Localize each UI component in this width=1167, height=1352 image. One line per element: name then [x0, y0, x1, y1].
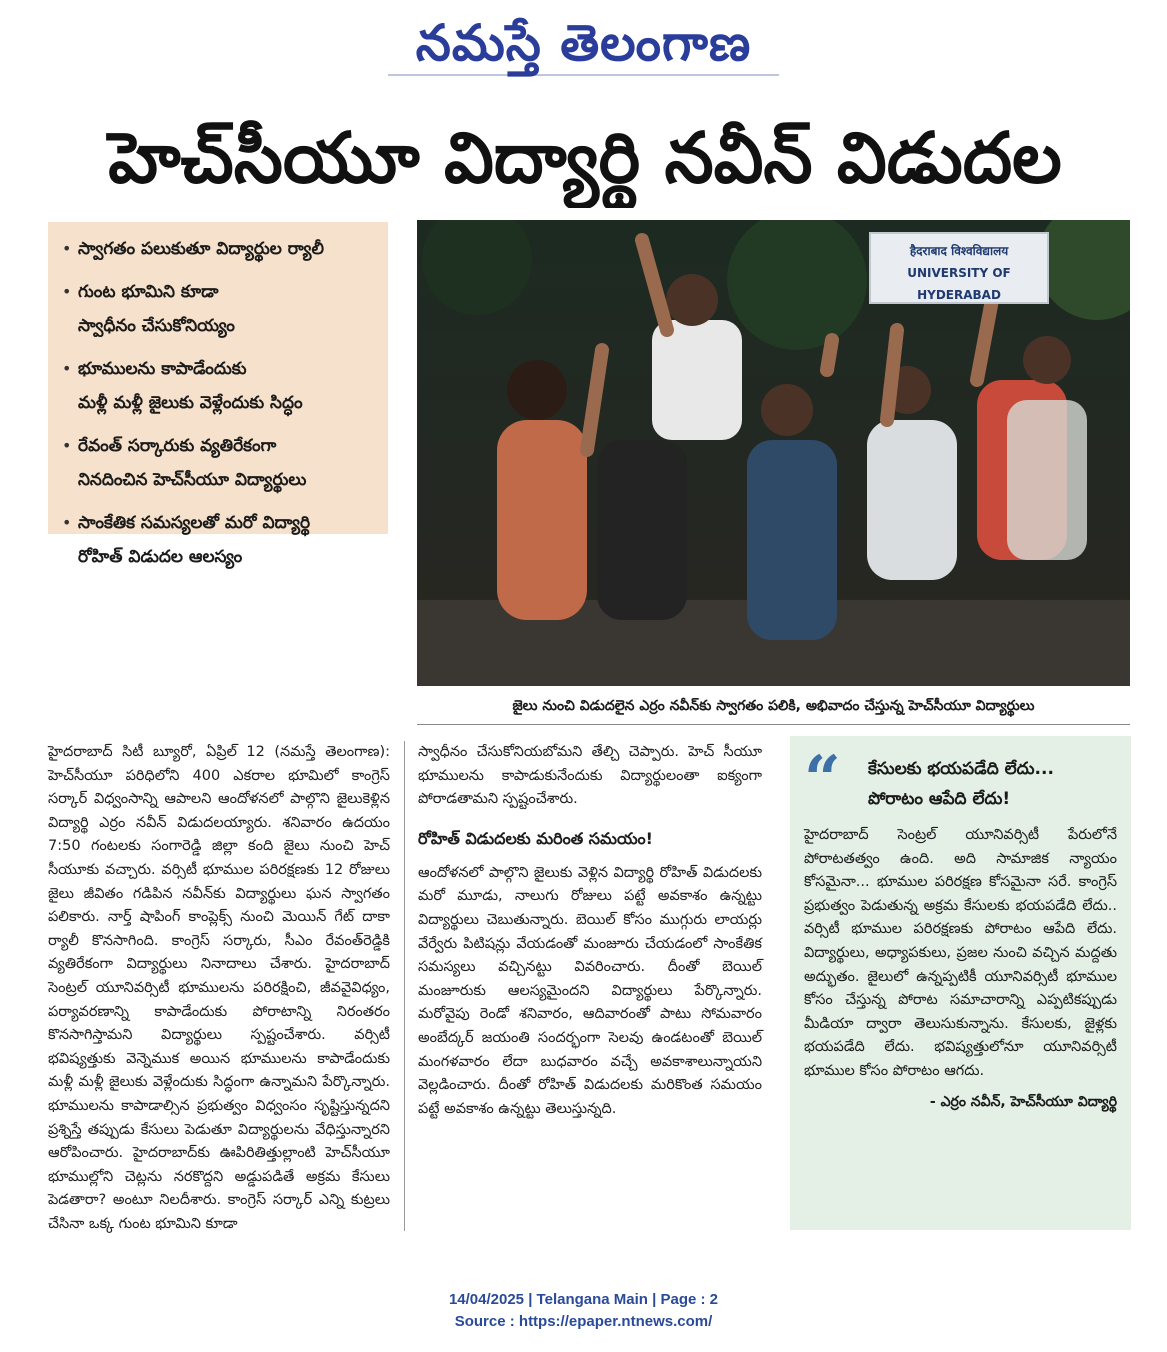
quote-signature: - ఎర్రం నవీన్, హెచ్‌సీయూ విద్యార్థి	[929, 1093, 1117, 1110]
quote-title-line: కేసులకు భయపడేది లేదు...	[868, 759, 1054, 779]
quote-title	[868, 754, 1117, 814]
highlight-line: రోహిత్ విడుదల ఆలస్యం	[78, 547, 243, 567]
highlight-line: నినదించిన హెచ్‌సీయూ విద్యార్థులు	[78, 470, 307, 490]
bullet-icon: •	[62, 436, 72, 455]
article-paragraph: స్వాధీనం చేసుకోనియబోమని తేల్చి చెప్పారు. హెచ్ సీయూ భూములను కాపాడుకునేందుకు విద్యార్థులంతా ఐక్యంగా పోరాడతామని స్పష్టంచేశారు.	[418, 744, 762, 808]
highlight-item	[62, 429, 378, 497]
highlight-item	[62, 506, 378, 574]
sign-hindi: हैदराबाद विश्वविद्यालय	[909, 244, 1009, 258]
newspaper-masthead: నమస్తే తెలంగాణ	[0, 8, 1167, 78]
highlight-line: మళ్లీ మళ్లీ జైలుకు వెళ్లేందుకు సిద్ధం	[78, 393, 303, 413]
footer-source-line[interactable]: Source : https://epaper.ntnews.com/	[454, 1313, 713, 1330]
bullet-icon: •	[62, 239, 72, 258]
quote-title-line: పోరాటం ఆపేది లేదు!	[868, 789, 1011, 809]
article-column-2	[418, 741, 762, 1121]
quote-mark-icon: “	[804, 742, 841, 817]
article-paragraph: ఆందోళనలో పాల్గొని జైలుకు వెళ్లిన విద్యార్థి రోహిత్ విడుదలకు మరో మూడు, నాలుగు రోజులు పట్టే అవకాశం ఉన్నట్టు విద్యార్థులు చెబుతున్నారు. బెయిల్ కోసం ముగ్గురు లాయర్లు వేర్వేరు పిటిషన్లు వేయడంతో మంజూరు చేయడంలో సాంకేతిక సమస్యలు వచ్చినట్టు వివరించారు. దీంతో బెయిల్ మంజూరుకు ఆలస్యమైందని విద్యార్థులు పేర్కొన్నారు. మరోవైపు రెండో శనివారం, ఆదివారంతో పాటు సోమవారం అంబేద్కర్ జయంతి సందర్భంగా సెలవు ఉండటంతో బెయిల్ మంగళవారం లేదా బుధవారం వచ్చే అవకాశాలున్నాయని వెల్లడించారు. దీంతో రోహిత్ విడుదలకు మరికొంత సమయం పట్టే అవకాశం ఉన్నట్టు తెలుస్తున్నది.	[418, 864, 762, 1117]
caption-divider	[417, 724, 1130, 725]
highlights-box	[48, 222, 388, 567]
bullet-icon: •	[62, 282, 72, 301]
highlight-item	[62, 275, 378, 343]
highlight-line: గుంట భూమిని కూడా	[78, 282, 219, 302]
quote-box	[790, 736, 1131, 1230]
photo-caption: జైలు నుంచి విడుదలైన ఎర్రం నవీన్‌కు స్వాగతం పలికి, అభివాదం చేస్తున్న హెచ్‌సీయూ విద్యార్థులు	[512, 698, 1035, 714]
highlight-line: స్వాధీనం చేసుకోనియ్యం	[78, 316, 235, 336]
page-footer	[0, 1289, 1167, 1333]
column-divider	[404, 741, 405, 1231]
highlight-item	[62, 232, 378, 266]
highlight-line: రేవంత్ సర్కారుకు వ్యతిరేకంగా	[78, 436, 277, 456]
article-subheading: రోహిత్ విడుదలకు మరింత సమయం!	[418, 828, 653, 848]
university-sign	[869, 232, 1049, 304]
sign-english: UNIVERSITY OF HYDERABAD	[907, 266, 1011, 302]
article-column-1	[48, 741, 390, 1236]
quote-body: హైదరాబాద్ సెంట్రల్ యూనివర్సిటీ పేరులోనే పోరాటతత్వం ఉంది. అది సామాజిక న్యాయం కోసమైనా... భూముల పరిరక్షణ కోసమైనా సరే. కాంగ్రెస్ ప్రభుత్వం పెడుతున్న అక్రమ కేసులకు భయపడేది లేదు.. వర్సిటీ భూముల పరిరక్షణకు పోరాటం ఆపేది లేదు. విద్యార్థులు, అధ్యాపకులు, ప్రజల నుంచి వచ్చిన మద్దతు అద్భుతం. జైలులో ఉన్నప్పటికీ యూనివర్సిటీ భూముల కోసం చేస్తున్న పోరాట సమాచారాన్ని ఎప్పటికప్పుడు మీడియా ద్వారా తెలుసుకున్నాను. కేసులకు, జైళ్లకు భయపడేది లేదు. భవిష్యత్తులోనూ యూనివర్సిటీ భూముల కోసం పోరాటం ఆగదు.	[804, 827, 1117, 1079]
footer-date-line: 14/04/2025 | Telangana Main | Page : 2	[448, 1291, 719, 1308]
highlight-item	[62, 352, 378, 420]
article-paragraph: హైదరాబాద్ సిటీ బ్యూరో, ఏప్రిల్ 12 (నమస్తే తెలంగాణ): హెచ్‌సీయూ పరిధిలోని 400 ఎకరాల భూమిలో కాంగ్రెస్ సర్కార్ విధ్వంసాన్ని ఆపాలని ఆందోళనలో పాల్గొని జైలుకెళ్లిన విద్యార్థి ఎర్రం నవీన్ విడుదలయ్యారు. శనివారం ఉదయం 7:50 గంటలకు సంగారెడ్డి జిల్లా కంది జైలు నుంచి హెచ్ సీయూకు వచ్చారు. వర్సిటీ భూముల పరిరక్షణకు 12 రోజులు జైలు జీవితం గడిపిన నవీన్‌కు విద్యార్థులు ఘన స్వాగతం పలికారు. నార్త్ షాపింగ్ కాంప్లెక్స్ నుంచి మెయిన్ గేట్ దాకా ర్యాలీ కొనసాగింది. కాంగ్రెస్ సర్కారు, సీఎం రేవంత్‌రెడ్డికి వ్యతిరేకంగా విద్యార్థులు నినాదాలు చేశారు. హైదరాబాద్ సెంట్రల్ యూనివర్సిటీ భూములను పరిరక్షించి, జీవవైవిధ్యం, పర్యావరణాన్ని కాపాడేందుకు పోరాటాన్ని నిరంతరం కొనసాగిస్తామని విద్యార్థులు స్పష్టంచేశారు. వర్సిటీ భవిష్యత్తుకు వెన్నెముక అయిన భూములను కాపాడేందుకు మళ్లీ మళ్లీ జైలుకు వెళ్లేందుకు సిద్ధంగా ఉన్నామని పేర్కొన్నారు. భూములను కాపాడాల్సిన ప్రభుత్వం విధ్వంసం సృష్టిస్తున్నదని ప్రశ్నిస్తే తప్పుడు కేసులు పెడుతూ విద్యార్థులను వేధిస్తున్నారని ఆరోపించారు. హైదరాబాద్‌కు ఊపిరితిత్తుల్లాంటి హెచ్‌సీయూ భూముల్లోని చెట్లను నరకొద్దని అడ్డుపడితే అక్రమ కేసులు పెడతారా? అంటూ నిలదీశారు. కాంగ్రెస్ సర్కార్ ఎన్ని కుట్రలు చేసినా ఒక్క గుంట భూమిని కూడా	[48, 744, 390, 1232]
bullet-icon: •	[62, 359, 72, 378]
bullet-icon: •	[62, 513, 72, 532]
news-photo	[417, 220, 1130, 686]
highlight-line: భూములను కాపాడేందుకు	[78, 359, 247, 379]
headline: హెచ్‌సీయూ విద్యార్థి నవీన్ విడుదల	[108, 117, 1062, 199]
highlight-line: స్వాగతం పలుకుతూ విద్యార్థుల ర్యాలీ	[78, 239, 324, 259]
highlight-line: సాంకేతిక సమస్యలతో మరో విద్యార్థి	[78, 513, 311, 533]
